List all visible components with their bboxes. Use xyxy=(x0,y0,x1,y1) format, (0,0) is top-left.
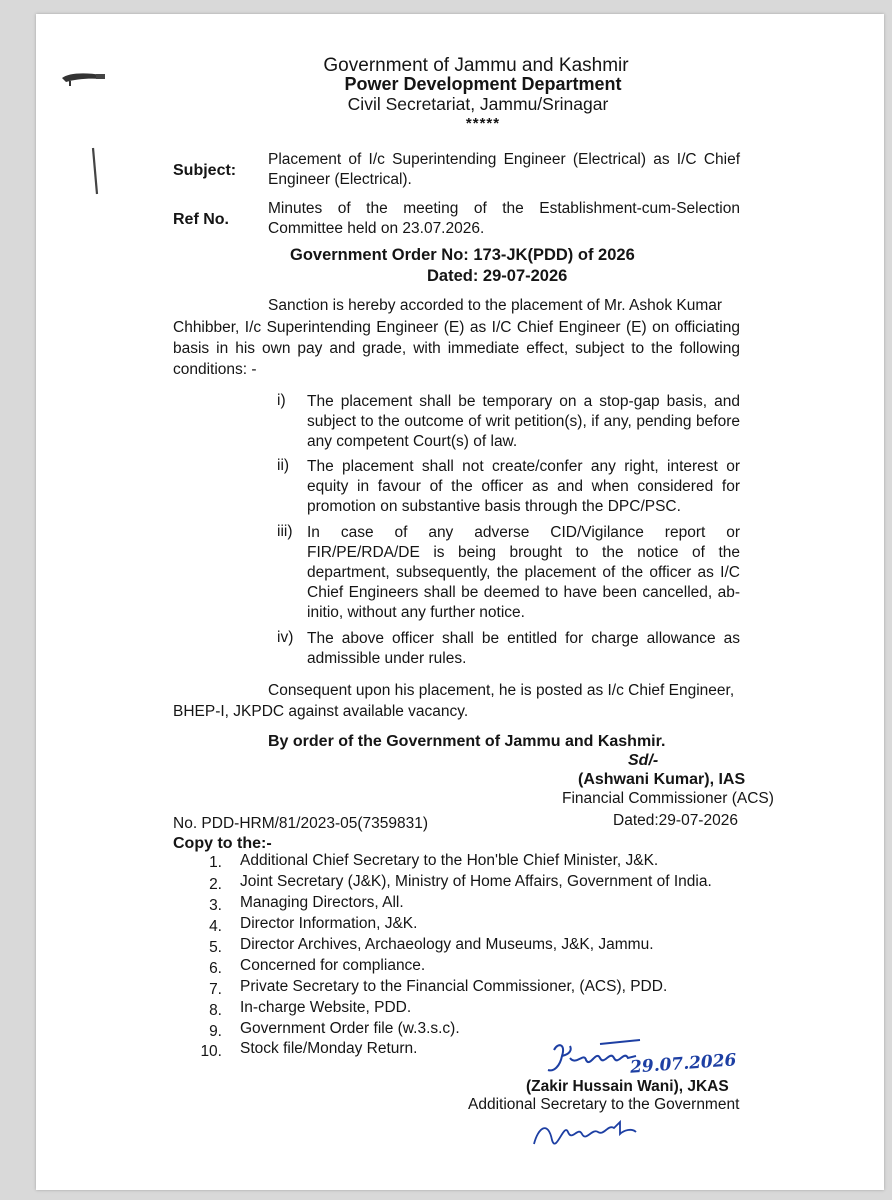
copy-to-item: Private Secretary to the Financial Commissioner, (ACS), PDD. xyxy=(240,978,668,995)
condition-text: In case of any adverse CID/Vigilance report or FIR/PE/RDA/DE is being brought to the notice of the department, subsequently, the placement of the officer as I/C Chief Engineers shall be deemed to have been cancelled, ab-initio, without any further notice. xyxy=(307,524,740,621)
condition-number: iv) xyxy=(277,629,294,646)
subject-text: Placement of I/c Superintending Engineer (Electrical) as I/C Chief Engineer (Electrical). xyxy=(268,151,740,188)
copy-to-item: Additional Chief Secretary to the Hon'ble Chief Minister, J&K. xyxy=(240,852,659,869)
sd-mark: Sd/- xyxy=(628,752,659,769)
subject-label: Subject: xyxy=(173,162,237,179)
sanction-first-line: Sanction is hereby accorded to the placement of Mr. Ashok Kumar xyxy=(268,297,723,314)
copy-to-item: Stock file/Monday Return. xyxy=(240,1040,418,1057)
commissioner-name: (Ashwani Kumar), IAS xyxy=(578,771,746,788)
government-heading: Government of Jammu and Kashmir xyxy=(323,55,629,76)
copy-to-number: 1. xyxy=(209,854,222,871)
copy-to-number: 7. xyxy=(209,981,222,998)
commissioner-designation: Financial Commissioner (ACS) xyxy=(562,790,774,807)
condition-text: The placement shall not create/confer any right, interest or equity in favour of the officer as and when considered for promotion on substantive basis through the DPC/PSC. xyxy=(307,458,740,515)
condition-number: ii) xyxy=(277,457,290,474)
posting-first-line: Consequent upon his placement, he is posted as I/c Chief Engineer, xyxy=(268,682,735,699)
copy-to-number: 5. xyxy=(209,939,222,956)
condition-number: i) xyxy=(277,392,286,409)
copy-to-item: Joint Secretary (J&K), Ministry of Home Affairs, Government of India. xyxy=(240,873,712,890)
copy-to-number: 8. xyxy=(209,1002,222,1019)
signatory-name: (Zakir Hussain Wani), JKAS xyxy=(526,1078,729,1095)
dispatch-number: No. PDD-HRM/81/2023-05(7359831) xyxy=(173,815,429,832)
copy-to-number: 2. xyxy=(209,876,222,893)
copy-to-item: Concerned for compliance. xyxy=(240,957,426,974)
reference-label: Ref No. xyxy=(173,211,229,228)
document-page xyxy=(36,14,884,1190)
copy-to-number: 3. xyxy=(209,897,222,914)
copy-to-item: In-charge Website, PDD. xyxy=(240,999,412,1016)
copy-to-number: 10. xyxy=(200,1043,222,1060)
copy-to-item: Director Information, J&K. xyxy=(240,915,418,932)
copy-to-item: Government Order file (w.3.s.c). xyxy=(240,1020,460,1037)
initials-signature-icon xyxy=(528,1114,648,1158)
sanction-paragraph: Chhibber, I/c Superintending Engineer (E) as I/C Chief Engineer (E) on officiating basis in his own pay and grade, with immediate effect, subject to the following conditions: - xyxy=(173,319,740,378)
copy-to-number: 6. xyxy=(209,960,222,977)
copy-to-heading: Copy to the:- xyxy=(173,835,272,852)
posting-second-line: BHEP-I, JKPDC against available vacancy. xyxy=(173,703,469,720)
signatory-designation: Additional Secretary to the Government xyxy=(468,1096,740,1113)
order-number: Government Order No: 173-JK(PDD) of 2026 xyxy=(290,246,635,264)
copy-to-item: Director Archives, Archaeology and Museums, J&K, Jammu. xyxy=(240,936,654,953)
condition-text: The above officer shall be entitled for charge allowance as admissible under rules. xyxy=(307,630,740,667)
condition-text: The placement shall be temporary on a stop-gap basis, and subject to the outcome of writ petition(s), if any, pending before any competent Court(s) of law. xyxy=(307,393,740,450)
order-date: Dated: 29-07-2026 xyxy=(427,267,568,285)
condition-number: iii) xyxy=(277,523,293,540)
department-heading: Power Development Department xyxy=(344,74,622,94)
copy-to-item: Managing Directors, All. xyxy=(240,894,404,911)
header-stars: ***** xyxy=(465,115,501,132)
signature-date: 29.07.2026 xyxy=(629,1050,738,1078)
pin-mark-icon xyxy=(88,146,104,198)
reference-text: Minutes of the meeting of the Establishment-cum-Selection Committee held on 23.07.2026. xyxy=(268,200,740,237)
secretariat-heading: Civil Secretariat, Jammu/Srinagar xyxy=(347,94,609,114)
copy-to-number: 4. xyxy=(209,918,222,935)
by-order-line: By order of the Government of Jammu and Kashmir. xyxy=(268,733,666,750)
copy-to-number: 9. xyxy=(209,1023,222,1040)
dispatch-date: Dated:29-07-2026 xyxy=(613,812,738,829)
